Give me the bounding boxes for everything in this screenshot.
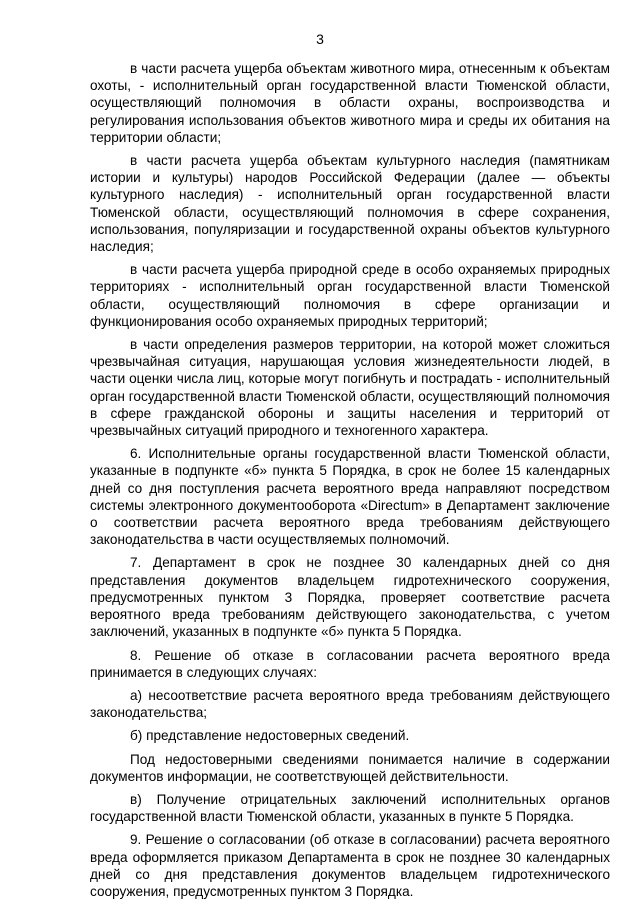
paragraph-item-8: 8. Решение об отказе в согласовании расчета вероятного вреда принимается в следующих случаях: — [90, 647, 610, 680]
paragraph-emergency-territory: в части определения размеров территории, на которой может сложиться чрезвычайная ситуация, нарушающая условия жизнедеятельности людей, в части оценки числа лиц, которые могут погибнуть и пострадать - исполнительный орган государственной власти Тюменской области, осуществляющий полномочия в сфере гражданской обороны и защиты населения и территорий от чрезвычайных ситуаций природного и техногенного характера. — [90, 337, 610, 439]
paragraph-cultural-heritage: в части расчета ущерба объектам культурного наследия (памятникам истории и культуры) народов Российской Федерации (далее — объекты культурного наследия) - исполнительный орган государственной власти Тюменской области, осуществляющий полномочия в сфере сохранения, использования, популяризации и государственной охраны объектов культурного наследия; — [90, 153, 610, 255]
paragraph-item-8v: в) Получение отрицательных заключений исполнительных органов государственной власти Тюменской области, указанных в пункте 5 Порядка. — [90, 791, 610, 825]
paragraph-item-6: 6. Исполнительные органы государственной власти Тюменской области, указанные в подпункте «б» пункта 5 Порядка, в срок не более 15 календарных дней со дня поступления расчета вероятного вреда направляют посредством системы электронного документооборота «Directum» в Департамент заключение о соответствии расчета вероятного вреда требованиям действующего законодательства в части осуществляемых полномочий. — [90, 446, 610, 548]
page-number: 3 — [316, 31, 324, 47]
paragraph-protected-areas: в части расчета ущерба природной среде в особо охраняемых природных территориях - исполнительный орган государственной власти Тюменской области, осуществляющий полномочия в сфере организации и функционирования особо охраняемых природных территорий; — [90, 262, 610, 329]
paragraph-unreliable-info: Под недостоверными сведениями понимается наличие в содержании документов информации, не соответствующей действительности. — [90, 751, 610, 784]
paragraph-item-8a: а) несоответствие расчета вероятного вреда требованиям действующего законодательства; — [90, 687, 610, 721]
paragraph-item-8b: б) представление недостоверных сведений. — [130, 728, 410, 744]
paragraph-item-9: 9. Решение о согласовании (об отказе в согласовании) расчета вероятного вреда оформляется приказом Департамента в срок не позднее 30 календарных дней со дня представления документов владельцем гидротехнического сооружения, предусмотренных пунктом 3 Порядка. — [90, 832, 610, 899]
paragraph-item-7: 7. Департамент в срок не позднее 30 календарных дней со дня представления документов владельцем гидротехнического сооружения, предусмотренных пунктом 3 Порядка, проверяет соответствие расчета вероятного вреда требованиям действующего законодательства, с учетом заключений, указанных в подпункте «б» пункта 5 Порядка. — [90, 555, 610, 640]
document-body — [90, 60, 610, 906]
paragraph-hunting-objects: в части расчета ущерба объектам животного мира, отнесенным к объектам охоты, - исполнительный орган государственной власти Тюменской области, осуществляющий полномочия в области охраны, воспроизводства и регулирования использования объектов животного мира и среды их обитания на территории области; — [90, 61, 610, 145]
